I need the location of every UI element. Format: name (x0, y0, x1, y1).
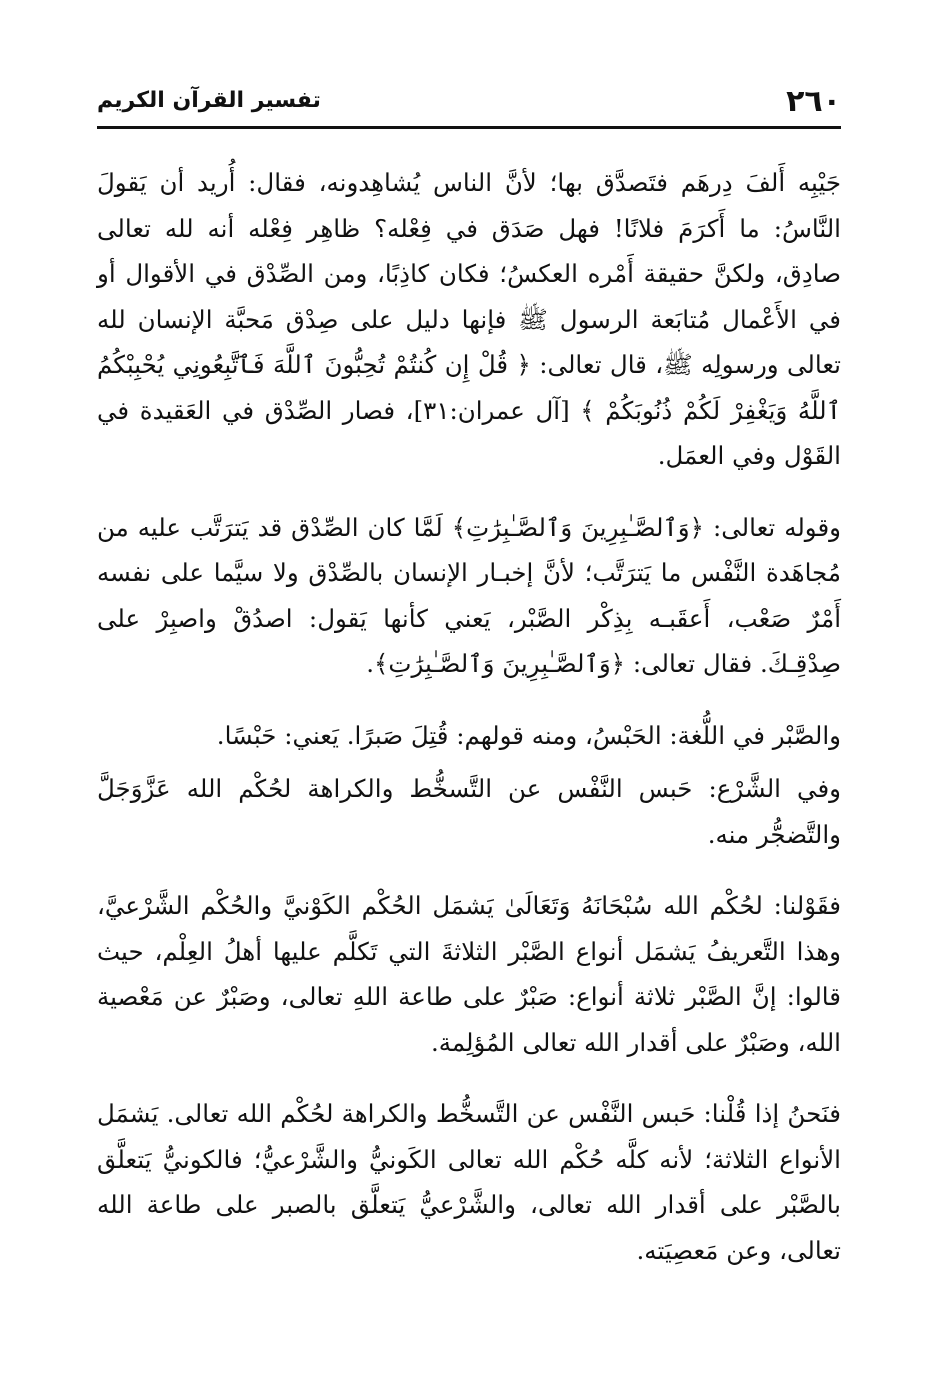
paragraph-1: جَيْبِه أَلفَ دِرهَم فتَصدَّق بها؛ لأنَّ الناس يُشاهِدونه، فقال: أُريد أن يَقولَ النَّاسُ: ما أَكرَمَ فلانًا! فهل صَدَق في فِعْله؟ ظاهِر فِعْله أنه لله تعالى صادِق، ولكنَّ حقيقة أَمْره العكسُ؛ فكان كاذِبًا، ومن الصِّدْق في الأقوال أو في الأَعْمال مُتابَعة الرسول ﷺ فإنها دليل على صِدْق مَحبَّة الإنسان لله تعالى ورسولِه ﷺ، قال تعالى: ﴿ قُلْ إِن كُنتُمْ تُحِبُّونَ ٱللَّهَ فَٱتَّبِعُونِي يُحْبِبْكُمُ ٱللَّهُ وَيَغْفِرْ لَكُمْ ذُنُوبَكُمْ ﴾ [آل عمران:٣١]، فصار الصِّدْق في العَقيدة في القَوْل وفي العمَل. (97, 168, 841, 470)
paragraph-gap (97, 857, 841, 883)
page-number: ٢٦٠ (786, 84, 841, 119)
paragraph-3: والصَّبْر في اللُّغة: الحَبْسُ، ومنه قولهم: قُتِلَ صَبرًا. يَعني: حَبْسًا. (216, 720, 841, 750)
paragraph-gap (97, 687, 841, 713)
paragraph-gap (97, 1065, 841, 1091)
page-header (97, 84, 841, 124)
paragraph-6: فنَحنُ إذا قُلْنا: حَبس النَّفْس عن التَّسخُّط والكراهة لحُكْم الله تعالى. يَشمَل الأنواع الثلاثة؛ لأنه كلَّه حُكْم الله تعالى الكَونيُّ والشَّرْعيُّ؛ فالكونيُّ يَتعلَّق بالصَّبْر على أقدار الله تعالى، والشَّرْعيُّ يَتعلَّق بالصبر على طاعة الله تعالى، وعن مَعصِيَته. (97, 1099, 841, 1265)
paragraph-2: وقوله تعالى: ﴿وَٱلصَّـٰبِرِينَ وَٱلصَّـٰبِرَٰتِ﴾ لَمَّا كان الصِّدْق قد يَترَتَّب عليه من مُجاهَدة النَّفْس ما يَترَتَّب؛ لأنَّ إخبـار الإنسان بالصِّدْق ولا سيَّما على نفسه أَمْرٌ صَعْب، أَعقَبـه بِذِكْر الصَّبْر، يَعني كأنها يَقول: اصدُقْ واصبِرْ على صِدْقِـكَ. فقال تعالى: ﴿وَٱلصَّـٰبِرِينَ وَٱلصَّـٰبِرَٰتِ﴾. (97, 512, 841, 678)
paragraph-4: وفي الشَّرْع: حَبس النَّفْس عن التَّسخُّط والكراهة لحُكْم الله عَزَّوَجَلَّ والتَّضجُّر منه. (97, 774, 841, 849)
page-body (97, 160, 841, 1273)
paragraph-gap (97, 758, 841, 766)
header-divider (97, 126, 841, 129)
book-title: تفسير القرآن الكريم (97, 88, 321, 113)
paragraph-gap (97, 479, 841, 505)
paragraph-5: فقَوْلنا: لحُكْم الله سُبْحَانَهُ وَتَعَالَىٰ يَشمَل الحُكْم الكَوْنيَّ والحُكْم الشَّرْعيَّ، وهذا التَّعريفُ يَشمَل أنواع الصَّبْر الثلاثةَ التي تَكلَّم عليها أهلُ العِلْم، حيث قالوا: إنَّ الصَّبْر ثلاثة أنواع: صَبْرٌ على طاعة اللهِ تعالى، وصَبْرٌ عن مَعْصية الله، وصَبْرٌ على أقدار الله تعالى المُؤلِمة. (97, 891, 841, 1057)
